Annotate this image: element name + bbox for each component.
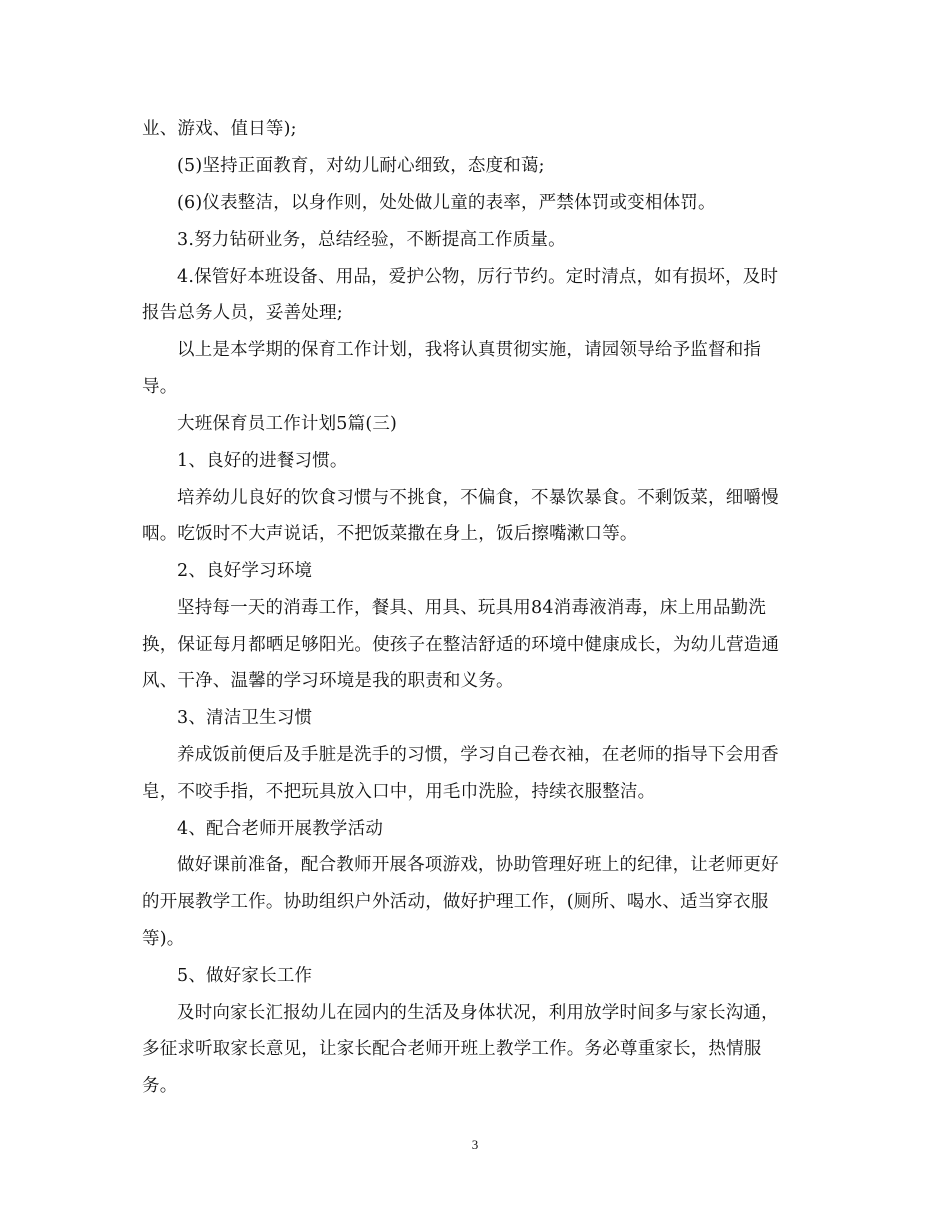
subheading: 2、良好学习环境 bbox=[177, 561, 313, 581]
text-line: 等)。 bbox=[142, 929, 185, 949]
text-line: 业、游戏、值日等); bbox=[142, 119, 297, 139]
text-line: 4.保管好本班设备、用品，爱护公物，厉行节约。定时清点，如有损坏，及时 bbox=[177, 267, 779, 287]
page-number: 3 bbox=[471, 1137, 479, 1152]
text-line: 风、干净、温馨的学习环境是我的职责和义务。 bbox=[142, 671, 514, 691]
text-line: (5)坚持正面教育，对幼儿耐心细致，态度和蔼; bbox=[177, 156, 545, 176]
text-line: 养成饭前便后及手脏是洗手的习惯，学习自己卷衣袖，在老师的指导下会用香 bbox=[177, 745, 779, 765]
text-line: 导。 bbox=[142, 377, 178, 397]
text-line: (6)仪表整洁，以身作则，处处做儿童的表率，严禁体罚或变相体罚。 bbox=[177, 193, 716, 213]
text-line: 培养幼儿良好的饮食习惯与不挑食，不偏食，不暴饮暴食。不剩饭菜，细嚼慢 bbox=[177, 488, 779, 508]
text-line: 3.努力钻研业务，总结经验，不断提高工作质量。 bbox=[177, 230, 566, 250]
text-line: 多征求听取家长意见，让家长配合老师开班上教学工作。务必尊重家长，热情服 bbox=[142, 1039, 762, 1059]
subheading: 1、良好的进餐习惯。 bbox=[177, 451, 348, 471]
text-line: 以上是本学期的保育工作计划，我将认真贯彻实施，请园领导给予监督和指 bbox=[177, 340, 762, 360]
subheading: 4、配合老师开展教学活动 bbox=[177, 819, 384, 839]
subheading: 5、做好家长工作 bbox=[177, 966, 313, 986]
text-line: 皂，不咬手指，不把玩具放入口中，用毛巾洗脸，持续衣服整洁。 bbox=[142, 782, 656, 802]
text-line: 坚持每一天的消毒工作，餐具、用具、玩具用84消毒液消毒，床上用品勤洗 bbox=[177, 598, 767, 618]
text-line: 的开展教学工作。协助组织户外活动，做好护理工作，(厕所、喝水、适当穿衣服 bbox=[142, 892, 769, 912]
subheading: 3、清洁卫生习惯 bbox=[177, 708, 313, 728]
text-line: 及时向家长汇报幼儿在园内的生活及身体状况，利用放学时间多与家长沟通， bbox=[177, 1003, 779, 1023]
text-line: 务。 bbox=[142, 1076, 178, 1096]
text-line: 做好课前准备，配合教师开展各项游戏，协助管理好班上的纪律，让老师更好 bbox=[177, 855, 779, 875]
text-line: 换，保证每月都晒足够阳光。使孩子在整洁舒适的环境中健康成长，为幼儿营造通 bbox=[142, 635, 780, 655]
text-line: 咽。吃饭时不大声说话，不把饭菜撒在身上，饭后擦嘴漱口等。 bbox=[142, 524, 638, 544]
section-heading: 大班保育员工作计划5篇(三) bbox=[177, 414, 398, 434]
text-line: 报告总务人员，妥善处理; bbox=[142, 303, 343, 323]
